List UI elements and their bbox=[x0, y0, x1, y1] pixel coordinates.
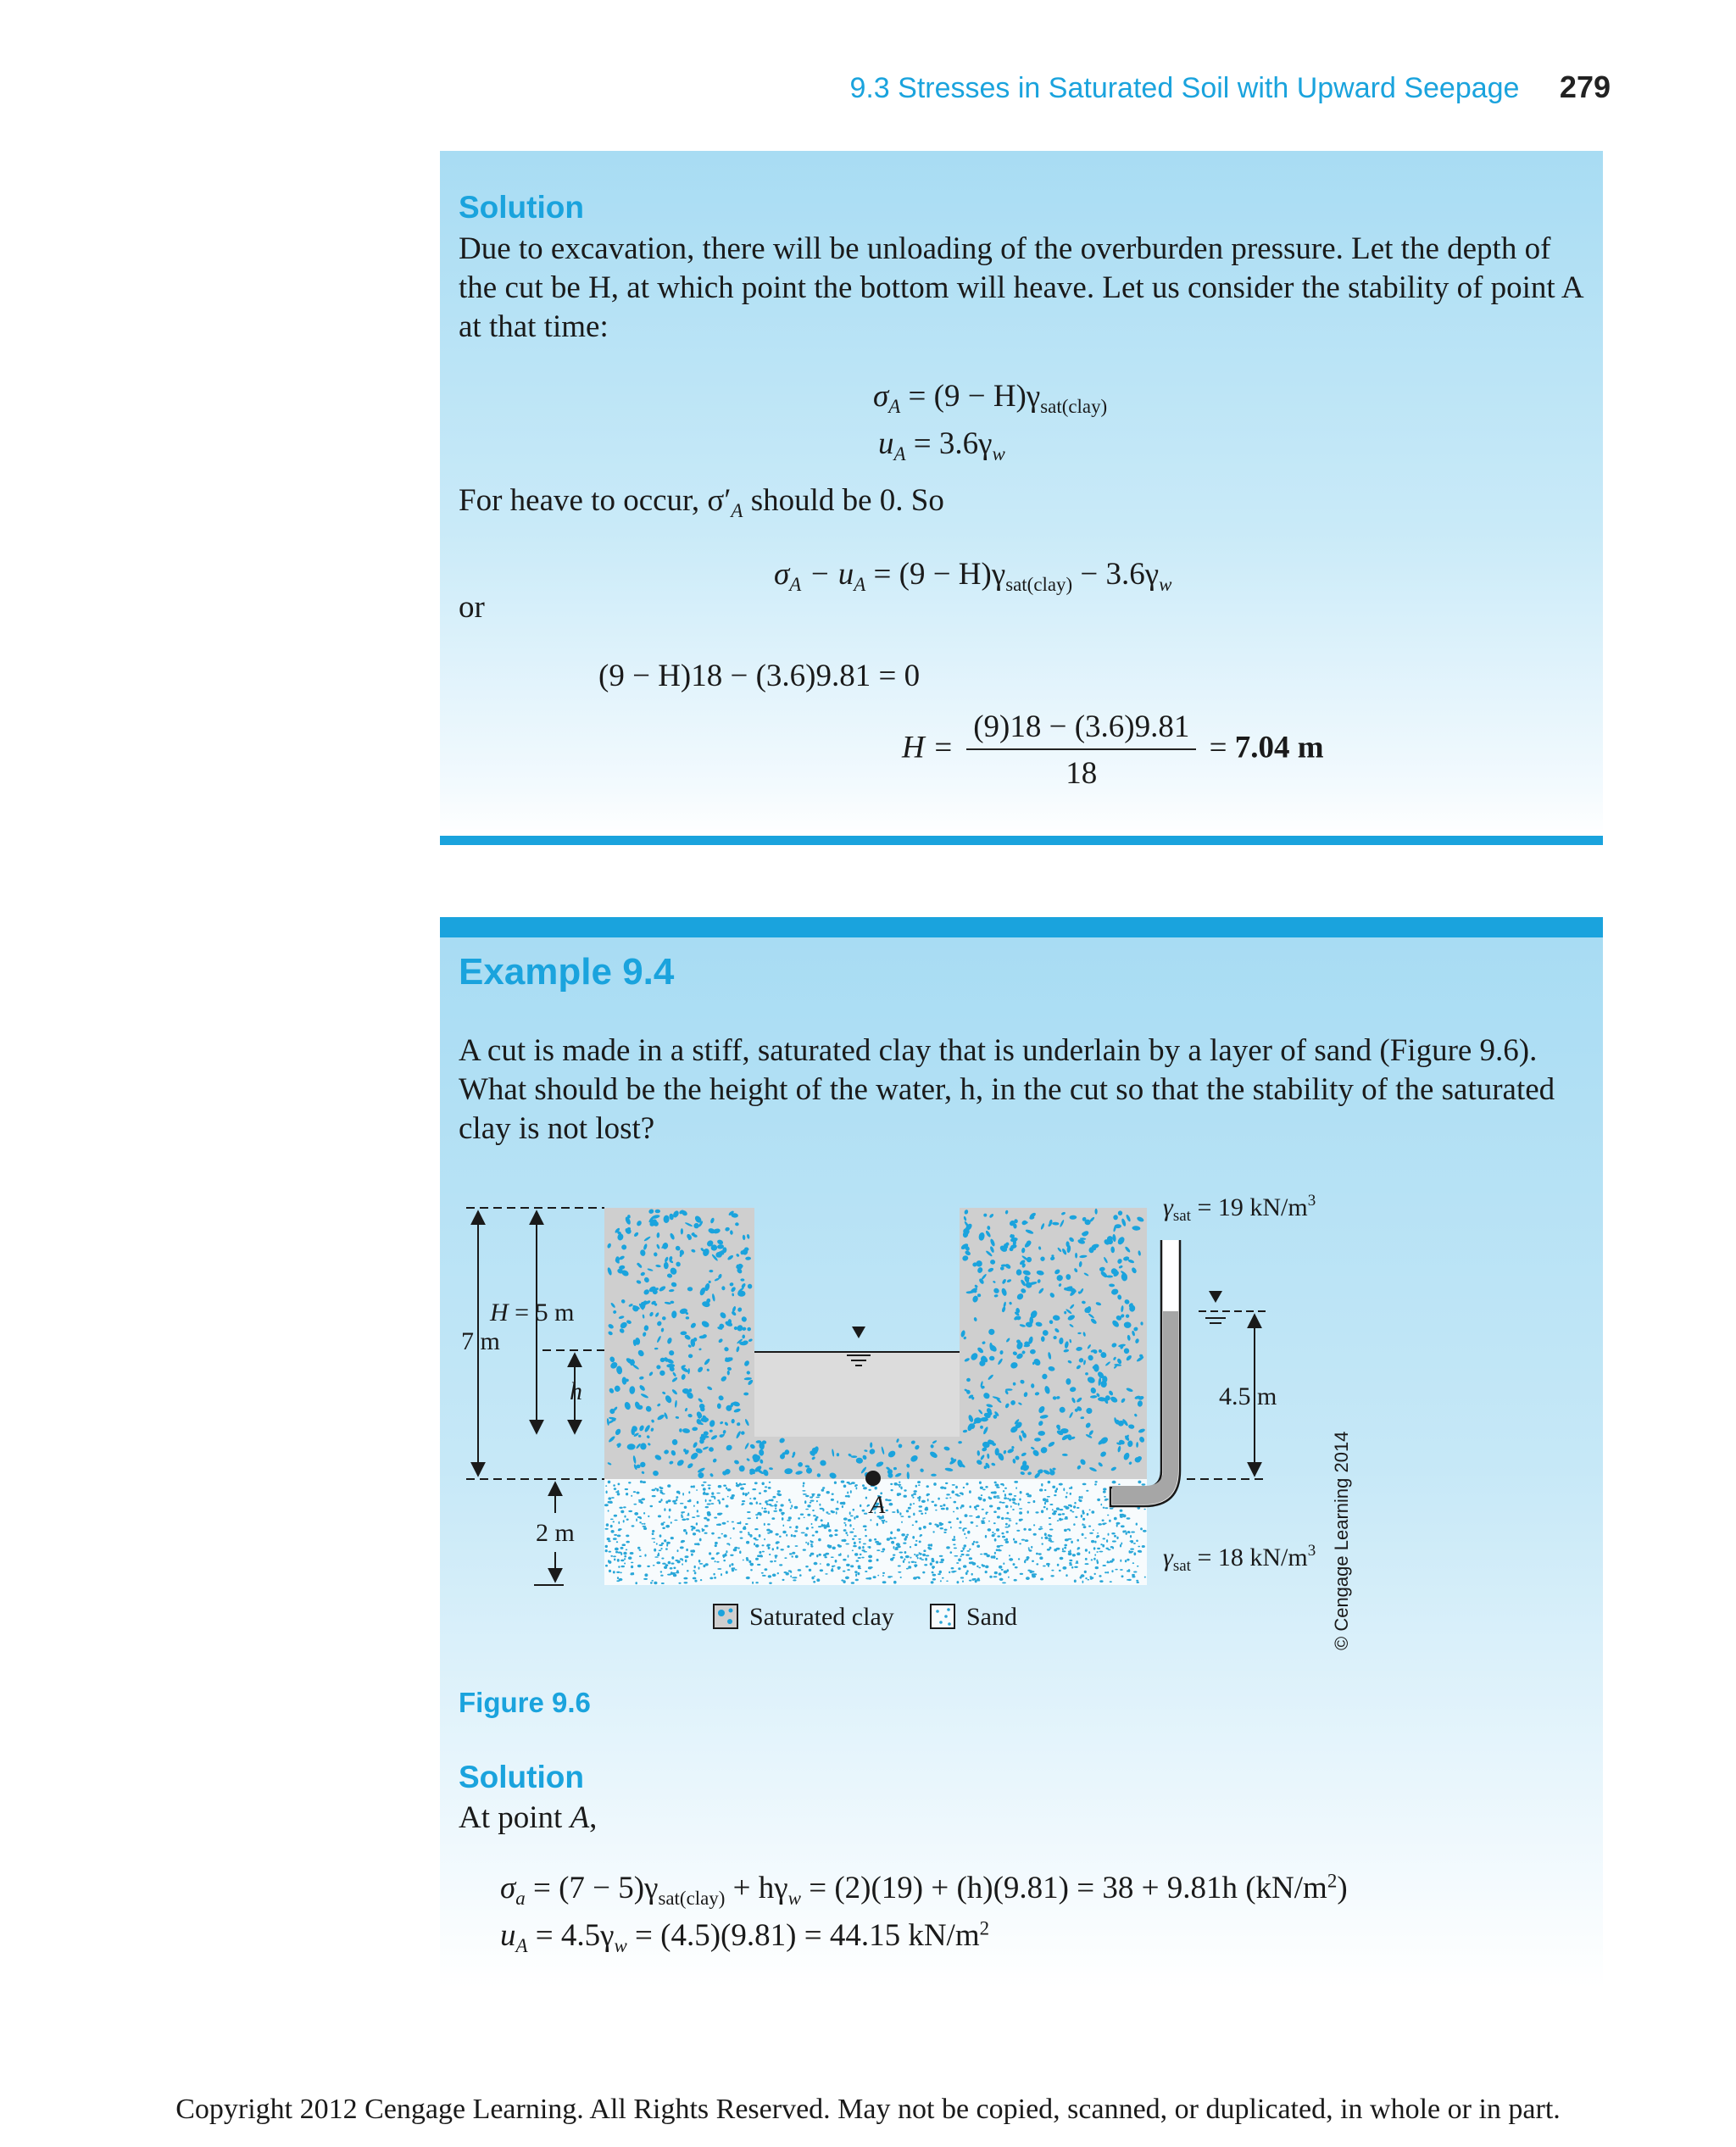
page-number: 279 bbox=[1559, 70, 1611, 104]
example-top-rule bbox=[440, 917, 1603, 937]
legend-sand-label: Sand bbox=[966, 1603, 1017, 1631]
h-result-value: 7.04 m bbox=[1234, 730, 1324, 765]
label-4-5m: 4.5 m bbox=[1219, 1382, 1277, 1410]
solution-heading-1: Solution bbox=[459, 190, 584, 225]
running-head bbox=[849, 70, 1611, 105]
label-2m: 2 m bbox=[536, 1519, 575, 1547]
label-h: h bbox=[570, 1377, 582, 1405]
heave-condition-text: For heave to occur, $\sigma'_A$ should be 0. So bbox=[459, 483, 944, 522]
clay-layer bbox=[604, 1208, 1147, 1480]
label-7m: 7 m bbox=[461, 1327, 500, 1355]
label-gamma-sand: $\gamma_{sat} = 18$ $kN/m^3$ bbox=[1163, 1542, 1316, 1575]
fraction-denominator: 18 bbox=[1066, 756, 1098, 791]
point-a-marker bbox=[865, 1471, 881, 1486]
equation-h-result: H = $\frac{(9)18 - (3.6)9.81}{18}$ = 7.04 m bbox=[902, 709, 1324, 791]
equation-sigma-point-a: $\sigma_a = (7 - 5)\gamma_{sat(clay)} + h\gamma_w = (2)(19) + (h)(9.81) = 38 + 9.81h$ $(kN/m^2)$ bbox=[500, 1870, 1348, 1910]
section-title: 9.3 Stresses in Saturated Soil with Upward Seepage bbox=[849, 72, 1520, 104]
legend bbox=[714, 1603, 1017, 1631]
equation-numeric: (9 − H)18 − (3.6)9.81 = 0 bbox=[598, 659, 921, 693]
solution-intro-2: At point A, bbox=[459, 1800, 598, 1835]
equation-sigma-a: $\sigma_A = (9 - H)\gamma_{sat(clay)}$ bbox=[873, 379, 1108, 418]
label-h-5m: H = 5 m bbox=[490, 1299, 575, 1327]
legend-clay-label: Saturated clay bbox=[749, 1603, 894, 1631]
copyright-footer: Copyright 2012 Cengage Learning. All Rights Reserved. May not be copied, scanned, or duplicated, in whole or in part. bbox=[175, 2094, 1561, 2125]
water-level-symbol-piezometer bbox=[1199, 1291, 1267, 1323]
figure-credit: © Cengage Learning 2014 bbox=[1331, 1431, 1352, 1650]
example-heading: Example 9.4 bbox=[459, 951, 675, 993]
solution-heading-2: Solution bbox=[459, 1760, 584, 1794]
or-text: or bbox=[459, 590, 485, 625]
equation-u-point-a: $u_A = 4.5\gamma_w = (4.5)(9.81) = 44.15$ $kN/m^2$ bbox=[500, 1917, 990, 1957]
legend-sand-swatch bbox=[931, 1605, 954, 1628]
panel-divider bbox=[440, 836, 1603, 845]
label-gamma-clay: $\gamma_{sat} = 19$ $kN/m^3$ bbox=[1163, 1192, 1316, 1225]
equation-u-a: $u_A = 3.6\gamma_w$ bbox=[878, 426, 1005, 465]
equation-effective-stress: $\sigma_A - u_A = (9 - H)\gamma_{sat(clay)} - 3.6\gamma_w$ bbox=[774, 557, 1172, 596]
fraction-numerator: (9)18 − (3.6)9.81 bbox=[966, 709, 1196, 750]
example-text: A cut is made in a stiff, saturated clay that is underlain by a layer of sand (Figure 9.6). What should be the height of the water, h, in the cut so that the stability of the saturated clay is not lost? bbox=[459, 1033, 1555, 1146]
solution-intro-1: Due to excavation, there will be unloading of the overburden pressure. Let the depth of the cut be H, at which point the bottom will heave. Let us consider the stability of point A at that time: bbox=[459, 231, 1583, 344]
figure-9-6 bbox=[441, 1182, 1424, 1674]
legend-clay-swatch bbox=[714, 1605, 737, 1628]
point-a-label: A bbox=[870, 1491, 886, 1519]
figure-caption: Figure 9.6 bbox=[459, 1687, 591, 1718]
